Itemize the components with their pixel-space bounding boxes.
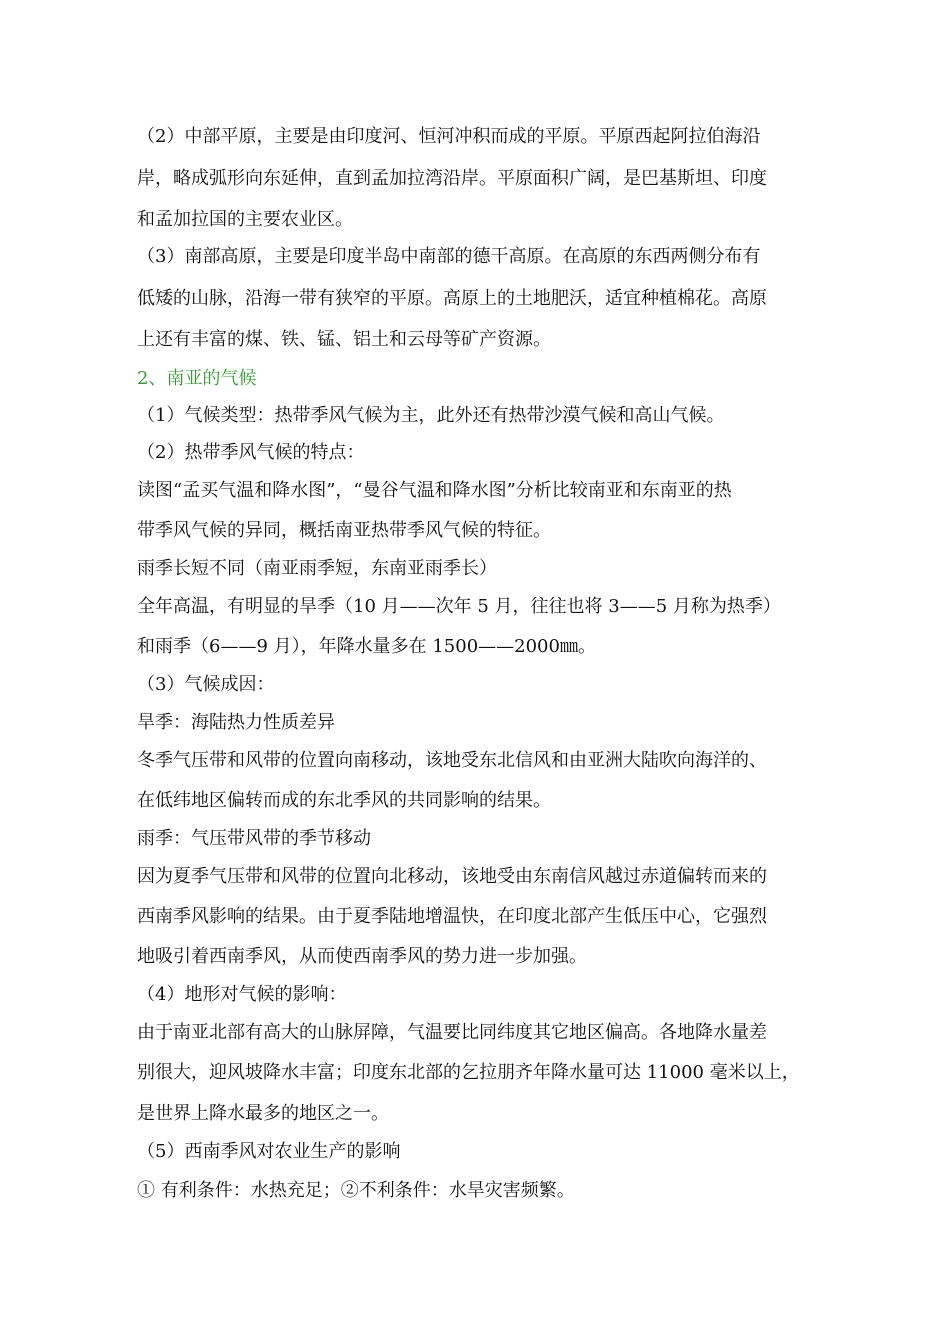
paragraph-line: 全年高温，有明显的旱季（10 月——次年 5 月，往往也将 3——5 月称为热季） bbox=[137, 596, 781, 617]
paragraph-line: 地吸引着西南季风，从而使西南季风的势力进一步加强。 bbox=[137, 946, 587, 967]
paragraph-line: （3）南部高原，主要是印度半岛中南部的德干高原。在高原的东西两侧分布有 bbox=[137, 246, 761, 267]
paragraph-line: 和雨季（6——9 月），年降水量多在 1500——2000㎜。 bbox=[137, 636, 596, 657]
paragraph-line: 别很大，迎风坡降水丰富；印度东北部的乞拉朋齐年降水量可达 11000 毫米以上， bbox=[137, 1062, 800, 1083]
paragraph-line: 岸，略成弧形向东延伸，直到孟加拉湾沿岸。平原面积广阔，是巴基斯坦、印度 bbox=[137, 168, 767, 189]
paragraph-line: （2）中部平原，主要是由印度河、恒河冲积而成的平原。平原西起阿拉伯海沿 bbox=[137, 126, 761, 147]
paragraph-line: （4）地形对气候的影响： bbox=[137, 984, 347, 1005]
paragraph-line: 上还有丰富的煤、铁、锰、铝土和云母等矿产资源。 bbox=[137, 329, 551, 350]
section-heading: 2、南亚的气候 bbox=[137, 368, 257, 389]
paragraph-line: 低矮的山脉，沿海一带有狭窄的平原。高原上的土地肥沃，适宜种植棉花。高原 bbox=[137, 288, 767, 309]
paragraph-line: 是世界上降水最多的地区之一。 bbox=[137, 1103, 389, 1124]
paragraph-line: 旱季：海陆热力性质差异 bbox=[137, 712, 335, 733]
paragraph-line: 冬季气压带和风带的位置向南移动，该地受东北信风和由亚洲大陆吹向海洋的、 bbox=[137, 750, 767, 771]
paragraph-line: （1）气候类型：热带季风气候为主，此外还有热带沙漠气候和高山气候。 bbox=[137, 405, 725, 426]
paragraph-line: 在低纬地区偏转而成的东北季风的共同影响的结果。 bbox=[137, 790, 551, 811]
paragraph-line: 因为夏季气压带和风带的位置向北移动，该地受由东南信风越过赤道偏转而来的 bbox=[137, 866, 767, 887]
paragraph-line: ① 有利条件：水热充足；②不利条件：水旱灾害频繁。 bbox=[137, 1180, 575, 1201]
paragraph-line: 由于南亚北部有高大的山脉屏障，气温要比同纬度其它地区偏高。各地降水量差 bbox=[137, 1022, 767, 1043]
paragraph-line: 带季风气候的异同，概括南亚热带季风气候的特征。 bbox=[137, 520, 551, 541]
paragraph-line: 读图“孟买气温和降水图”，“曼谷气温和降水图”分析比较南亚和东南亚的热 bbox=[137, 480, 732, 501]
paragraph-line: （2）热带季风气候的特点： bbox=[137, 442, 365, 463]
paragraph-line: （3）气候成因： bbox=[137, 674, 275, 695]
paragraph-line: 雨季长短不同（南亚雨季短，东南亚雨季长） bbox=[137, 558, 497, 579]
paragraph-line: （5）西南季风对农业生产的影响 bbox=[137, 1141, 401, 1162]
paragraph-line: 西南季风影响的结果。由于夏季陆地增温快，在印度北部产生低压中心，它强烈 bbox=[137, 906, 767, 927]
paragraph-line: 和孟加拉国的主要农业区。 bbox=[137, 209, 353, 230]
paragraph-line: 雨季：气压带风带的季节移动 bbox=[137, 828, 371, 849]
